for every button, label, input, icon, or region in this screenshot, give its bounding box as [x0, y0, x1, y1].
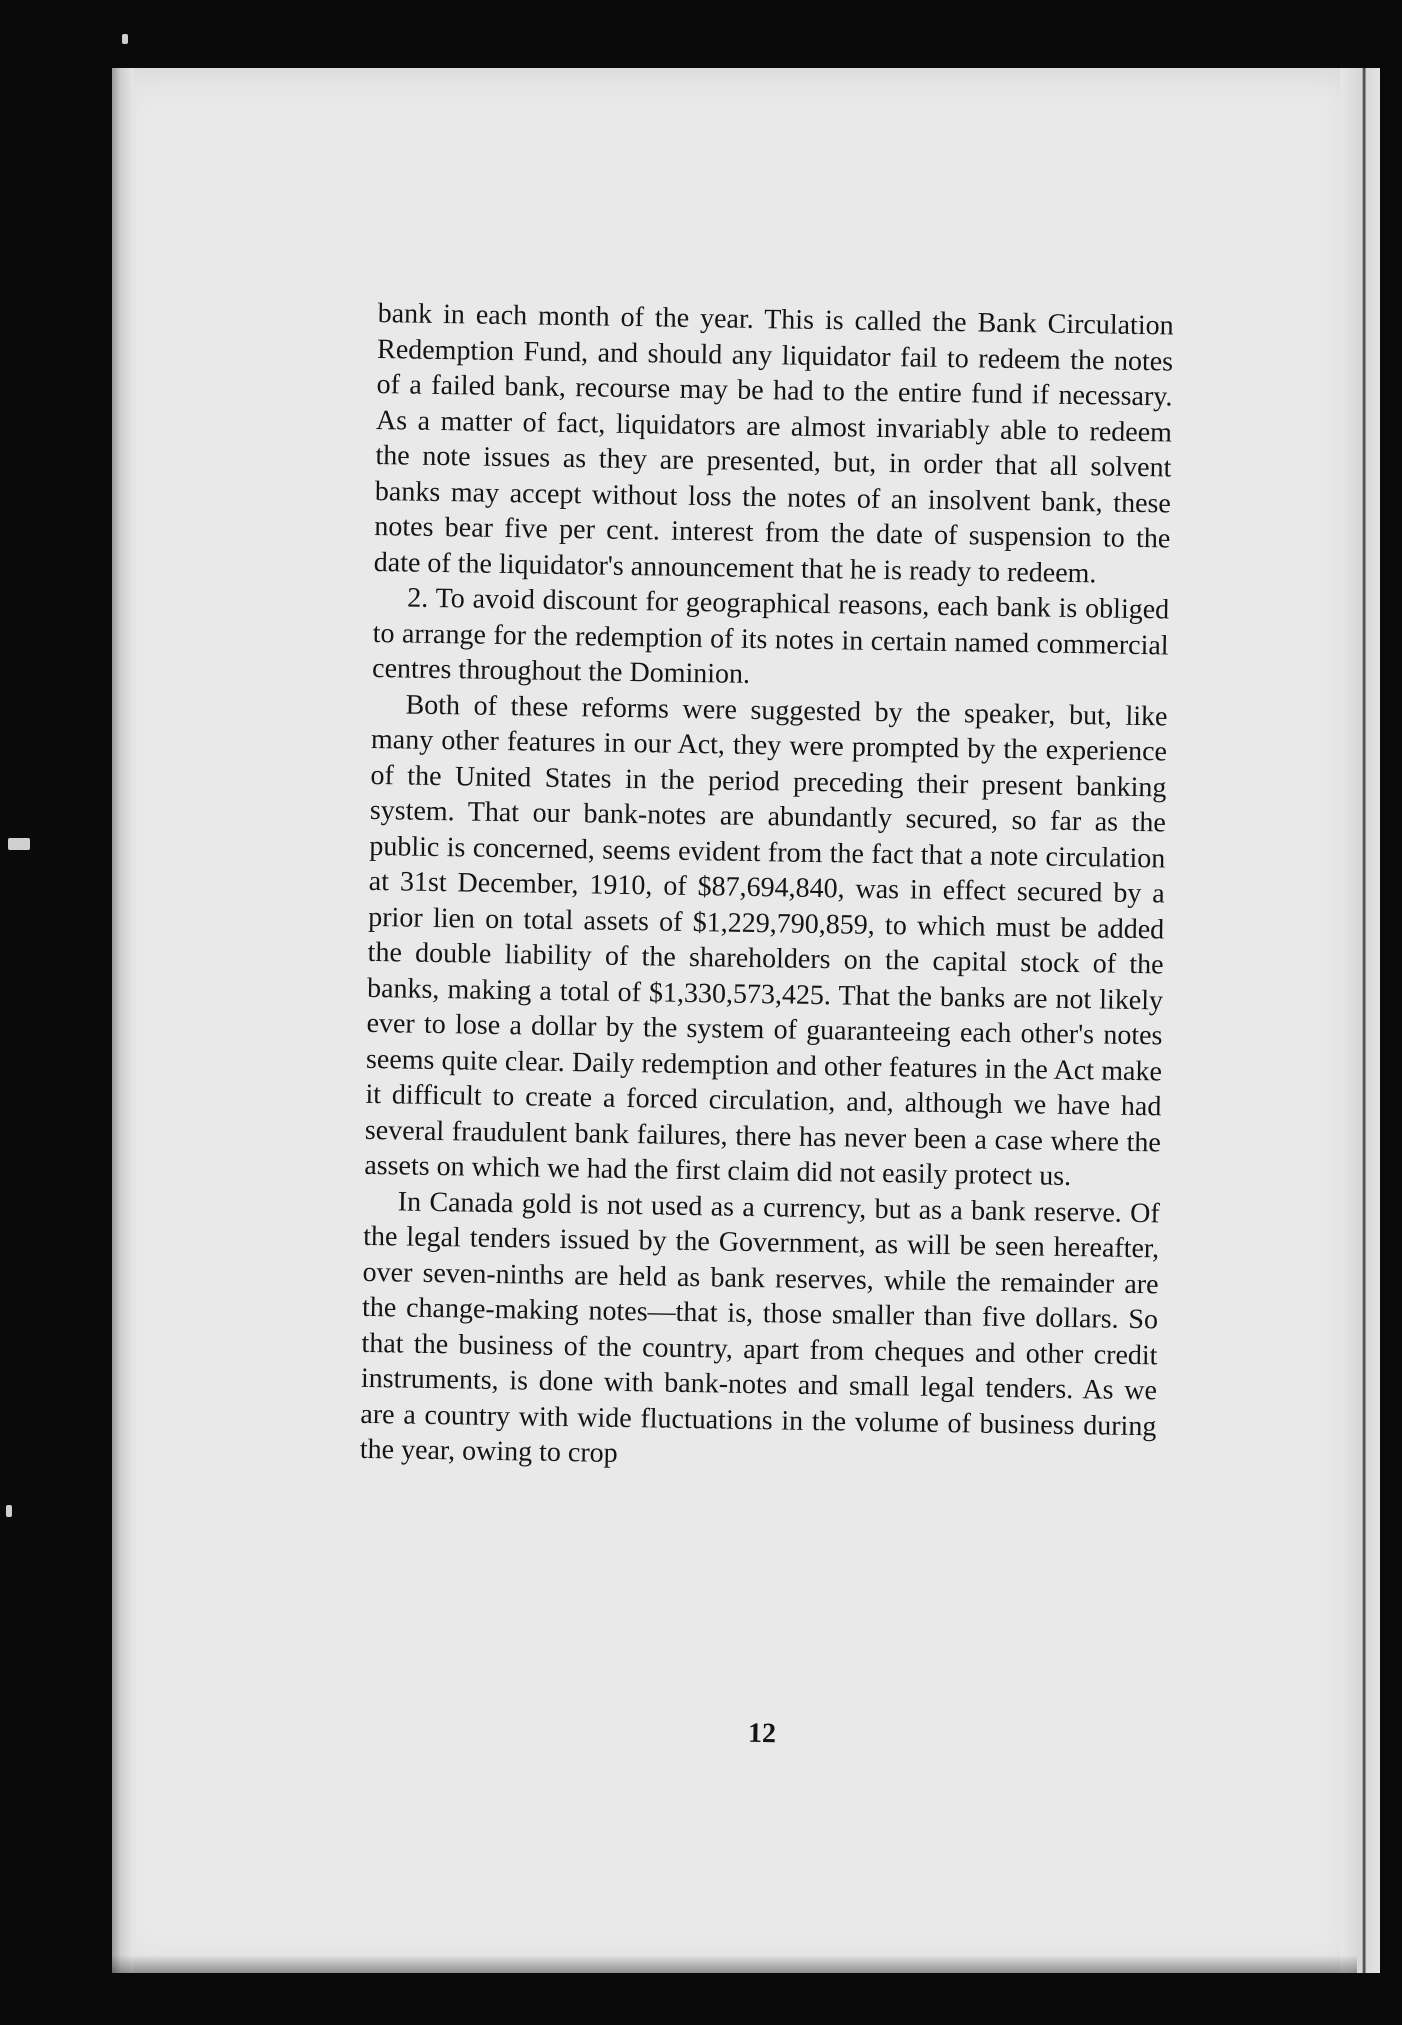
body-text — [360, 296, 1174, 1480]
page-bottom-shadow — [112, 1955, 1357, 1973]
page-number: 12 — [747, 1717, 777, 1750]
page-gutter — [112, 68, 134, 1973]
paragraph: 2. To avoid discount for geographical reasons, each bank is obliged to arrange for the redemption of its notes in certain named commercial centres throughout the Dominion. — [371, 582, 1170, 690]
paragraph: bank in each month of the year. This is called the Bank Circulation Redemption Fund, and should any liquidator fail to redeem the notes of a failed bank, recourse may be had to the entire fund if necessary. As a matter of fact, liquidators are almost invariably able to redeem the note issues as they are presented, but, in order that all solvent banks may accept without loss the notes of an insolvent bank, these notes bear five per cent. interest from the date of suspension to the date of the liquidator's announcement that he is ready to redeem. — [373, 297, 1174, 589]
scan-speck — [8, 838, 30, 850]
paragraph: Both of these reforms were suggested by the speaker, but, like many other features in our Act, they were prompted by the experience of the United States in the period preceding their present banking system. That our bank-notes are abundantly secured, so far as the public is concerned, seems evident from the fact that a note circulation at 31st December, 1910, of $87,694,840, was in effect secured by a prior lien on total assets of $1,229,790,859, to which must be added the double liability of the shareholders on the capital stock of the banks, making a total of $1,330,573,425. That the banks are not likely ever to lose a dollar by the system of guaranteeing each other's notes seems quite clear. Daily redemption and other features in the Act make it difficult to create a forced circulation, and, although we have had several fraudulent bank failures, there has never been a case where the assets on which we had the first claim did not easily protect us. — [364, 688, 1168, 1192]
paragraph: In Canada gold is not used as a currency, but as a bank reserve. Of the legal tenders issued by the Government, as will be seen hereafter, over seven-ninths are held as bank reserves, while the remainder are the change-making notes—that is, those smaller than five dollars. So that the business of the country, apart from cheques and other credit instruments, is done with bank-notes and small legal tenders. As we are a country with wide fluctuations in the volume of business during the year, owing to crop — [359, 1185, 1160, 1469]
scan-speck — [122, 34, 128, 44]
page-edge — [1340, 68, 1380, 1973]
scan-speck — [6, 1505, 12, 1517]
